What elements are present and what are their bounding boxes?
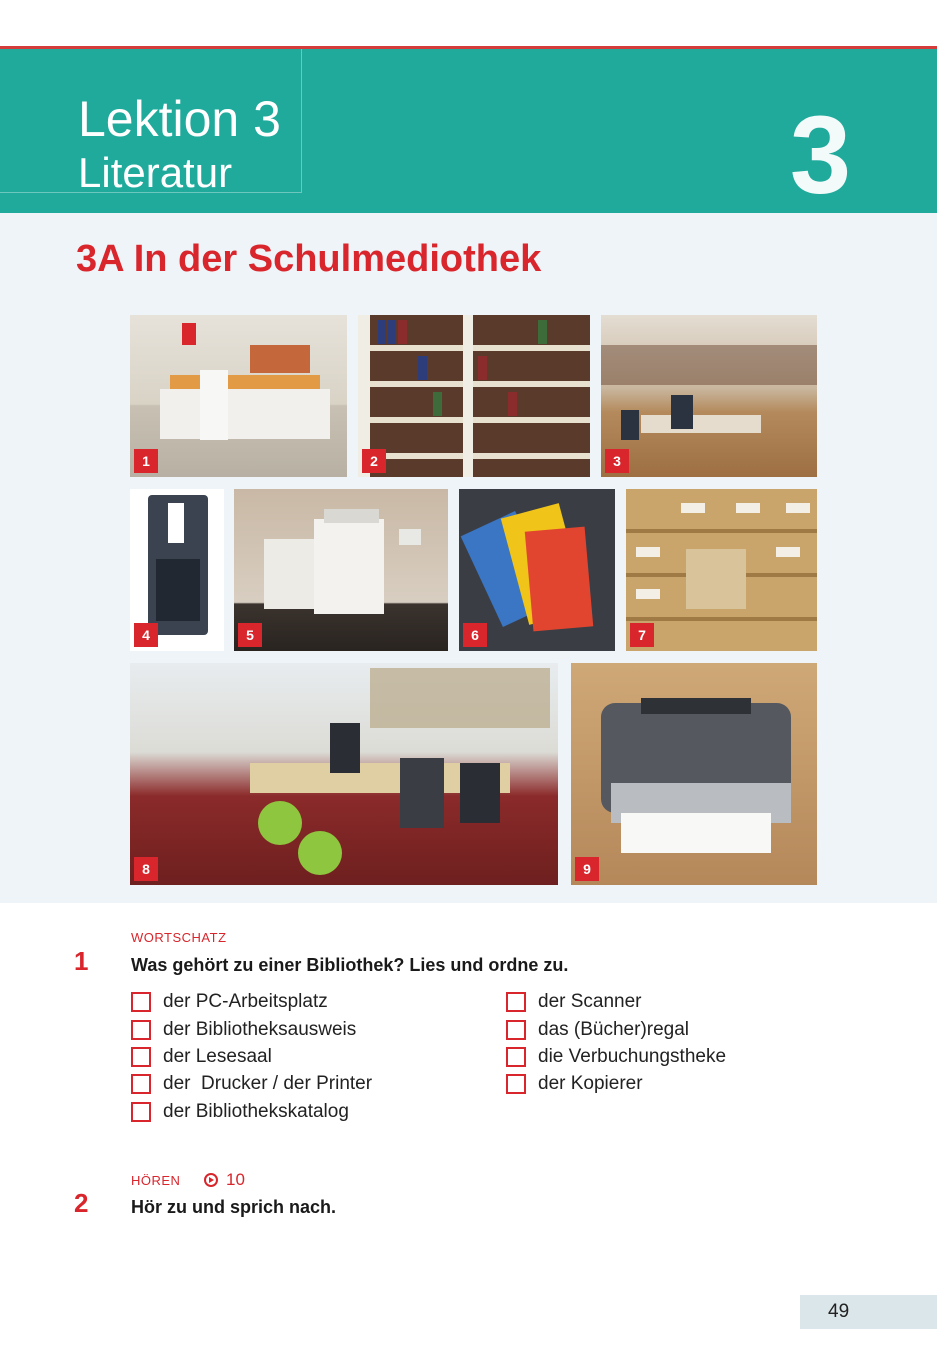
lesson-topic: Literatur xyxy=(78,149,233,196)
checkbox-icon[interactable] xyxy=(131,1047,151,1067)
checkbox-icon[interactable] xyxy=(506,1047,526,1067)
audio-track-number: 10 xyxy=(226,1170,245,1189)
copier-illustration xyxy=(234,489,448,651)
vocab-item[interactable] xyxy=(131,1019,356,1041)
photo-number: 1 xyxy=(134,449,158,473)
photo-library-cards xyxy=(459,489,615,651)
vocab-label: der Scanner xyxy=(538,991,642,1012)
page-number: 49 xyxy=(828,1301,850,1322)
photo-printer xyxy=(571,663,817,885)
photo-pc-workstations xyxy=(130,663,558,885)
photo-number: 9 xyxy=(575,857,599,881)
photo-scanner xyxy=(130,489,224,651)
printer-illustration xyxy=(571,663,817,885)
lesson-big-number: 3 xyxy=(789,94,851,213)
vocab-item[interactable] xyxy=(131,991,328,1013)
exercise-2-number: 2 xyxy=(74,1188,89,1218)
checkbox-icon[interactable] xyxy=(506,1020,526,1040)
photo-bookshelves xyxy=(358,315,590,477)
checkbox-icon[interactable] xyxy=(131,992,151,1012)
vocab-item[interactable] xyxy=(506,1019,689,1041)
vocab-label: der Kopierer xyxy=(538,1073,643,1094)
exercise-2-tag: HÖREN xyxy=(131,1173,181,1188)
photo-reading-room xyxy=(601,315,817,477)
audio-track[interactable] xyxy=(204,1170,245,1190)
vocab-item[interactable] xyxy=(506,1046,726,1068)
exercise-1-instruction: Was gehört zu einer Bibliothek? Lies und ordne zu. xyxy=(131,955,569,975)
photo-number: 4 xyxy=(134,623,158,647)
vocab-label: der PC-Arbeitsplatz xyxy=(163,991,328,1012)
vocab-label: der Drucker / der Printer xyxy=(163,1073,373,1094)
photo-copier xyxy=(234,489,448,651)
catalog-drawers-illustration xyxy=(626,489,817,651)
bookshelf-illustration xyxy=(358,315,590,477)
vocab-item[interactable] xyxy=(506,1073,643,1095)
play-circle-icon[interactable] xyxy=(204,1173,218,1187)
photo-number: 8 xyxy=(134,857,158,881)
pc-room-illustration xyxy=(130,663,558,885)
vocab-label: das (Bücher)regal xyxy=(538,1019,690,1040)
photo-number: 6 xyxy=(463,623,487,647)
checkbox-icon[interactable] xyxy=(131,1102,151,1122)
photo-number: 2 xyxy=(362,449,386,473)
counter-illustration xyxy=(130,315,347,477)
photo-number: 5 xyxy=(238,623,262,647)
vocab-item[interactable] xyxy=(131,1073,372,1095)
exercise-1-tag: WORTSCHATZ xyxy=(131,930,227,945)
section-title: 3A In der Schulmediothek xyxy=(76,238,542,280)
photo-number: 3 xyxy=(605,449,629,473)
vocab-item[interactable] xyxy=(506,991,642,1013)
exercise-2-instruction: Hör zu und sprich nach. xyxy=(131,1197,337,1217)
checkbox-icon[interactable] xyxy=(131,1020,151,1040)
banner-word-pattern xyxy=(585,49,937,213)
exercise-1-number: 1 xyxy=(74,946,89,976)
vocab-label: der Lesesaal xyxy=(163,1046,272,1067)
checkbox-icon[interactable] xyxy=(506,1074,526,1094)
photo-catalog-drawers xyxy=(626,489,817,651)
vocab-item[interactable] xyxy=(131,1101,349,1123)
photo-counter xyxy=(130,315,347,477)
vocab-label: der Bibliothekskatalog xyxy=(163,1101,349,1122)
checkbox-icon[interactable] xyxy=(506,992,526,1012)
vocab-label: der Bibliotheksausweis xyxy=(163,1019,357,1040)
photo-number: 7 xyxy=(630,623,654,647)
checkbox-icon[interactable] xyxy=(131,1074,151,1094)
lesson-banner xyxy=(0,49,937,213)
vocab-label: die Verbuchungstheke xyxy=(538,1046,727,1067)
reading-room-illustration xyxy=(601,315,817,477)
page-number-box xyxy=(800,1295,937,1329)
lesson-label: Lektion 3 xyxy=(78,91,281,147)
vocab-item[interactable] xyxy=(131,1046,272,1068)
